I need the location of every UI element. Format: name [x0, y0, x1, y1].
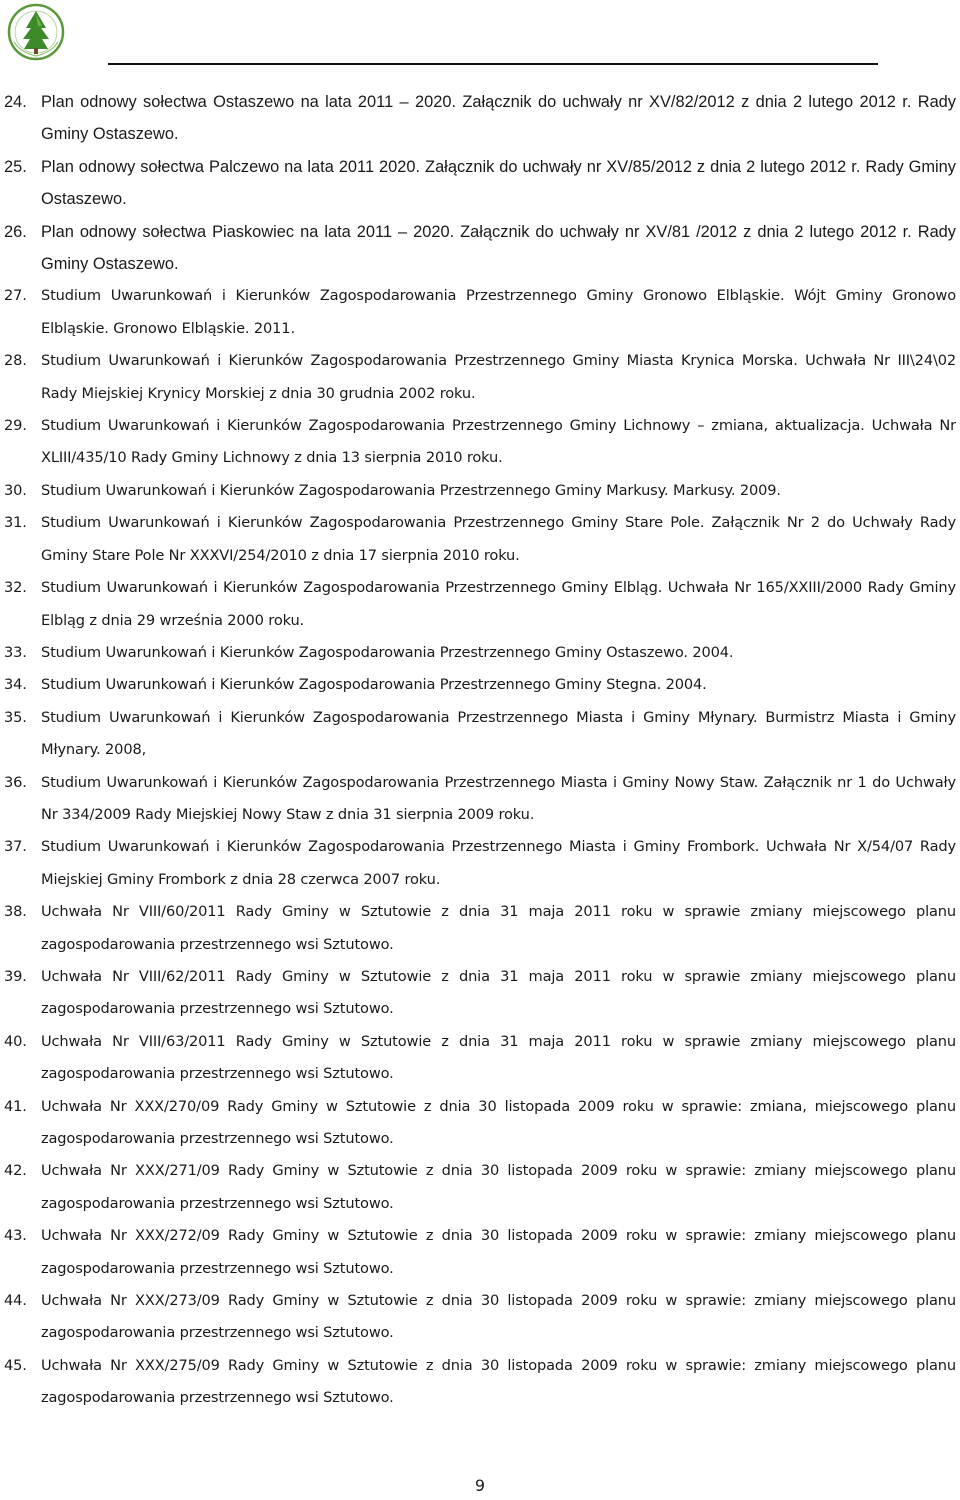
- list-item-number: 30.: [4, 481, 27, 499]
- list-item: [0, 410, 960, 475]
- list-item-text: Studium Uwarunkowań i Kierunków Zagospodarowania Przestrzennego Gminy Miasta Krynica Morska. Uchwała Nr III\24\02 Rady Miejskiej Krynicy Morskiej z dnia 30 grudnia 2002 roku.: [41, 352, 956, 402]
- list-item: [0, 961, 960, 1026]
- list-item-number: 36.: [4, 773, 27, 791]
- list-item: [0, 1026, 960, 1091]
- list-item: [0, 1155, 960, 1220]
- list-item-number: 31.: [4, 514, 27, 532]
- list-item: [0, 831, 960, 896]
- list-item-text: Studium Uwarunkowań i Kierunków Zagospodarowania Przestrzennego Gminy Markusy. Markusy. 2009.: [41, 481, 781, 499]
- list-item-number: 33.: [4, 643, 27, 661]
- list-item: [0, 1091, 960, 1156]
- list-item: [0, 151, 960, 216]
- list-item-number: 39.: [4, 967, 27, 985]
- list-item-number: 34.: [4, 676, 27, 694]
- list-item-number: 37.: [4, 838, 27, 856]
- list-item: [0, 216, 960, 281]
- list-item-text: Studium Uwarunkowań i Kierunków Zagospodarowania Przestrzennego Miasta i Gminy Młynary. Burmistrz Miasta i Gminy Młynary. 2008,: [41, 708, 956, 759]
- list-item-number: 41.: [4, 1097, 27, 1115]
- list-item-number: 45.: [4, 1356, 27, 1374]
- list-item-text: Uchwała Nr VIII/62/2011 Rady Gminy w Sztutowie z dnia 31 maja 2011 roku w sprawie zmiany miejscowego planu zagospodarowania przestrzennego wsi Sztutowo.: [41, 967, 956, 1018]
- list-item-text: Studium Uwarunkowań i Kierunków Zagospodarowania Przestrzennego Gminy Elbląg. Uchwała Nr 165/XXIII/2000 Rady Gminy Elbląg z dnia 29 września 2000 roku.: [41, 579, 956, 629]
- list-item: [0, 767, 960, 832]
- list-item-text: Studium Uwarunkowań i Kierunków Zagospodarowania Przestrzennego Gminy Lichnowy – zmiana, aktualizacja. Uchwała Nr XLIII/435/10 Rady Gminy Lichnowy z dnia 13 sierpnia 2010 roku.: [41, 417, 956, 467]
- list-item-text: Uchwała Nr XXX/271/09 Rady Gminy w Sztutowie z dnia 30 listopada 2009 roku w sprawie: zmiany miejscowego planu zagospodarowania przestrzennego wsi Sztutowo.: [41, 1162, 956, 1212]
- list-item: [0, 280, 960, 345]
- list-item-text: Studium Uwarunkowań i Kierunków Zagospodarowania Przestrzennego Miasta i Gminy Frombork. Uchwała Nr X/54/07 Rady Miejskiej Gminy Frombork z dnia 28 czerwca 2007 roku.: [41, 838, 956, 888]
- list-item: [0, 345, 960, 410]
- list-item-text: Uchwała Nr VIII/63/2011 Rady Gminy w Sztutowie z dnia 31 maja 2011 roku w sprawie zmiany miejscowego planu zagospodarowania przestrzennego wsi Sztutowo.: [41, 1032, 956, 1083]
- list-item: [0, 507, 960, 572]
- list-item-text: Uchwała Nr XXX/273/09 Rady Gminy w Sztutowie z dnia 30 listopada 2009 roku w sprawie: zmiany miejscowego planu zagospodarowania przestrzennego wsi Sztutowo.: [41, 1292, 956, 1342]
- list-item-text: Studium Uwarunkowań i Kierunków Zagospodarowania Przestrzennego Miasta i Gminy Nowy Staw. Załącznik nr 1 do Uchwały Nr 334/2009 Rady Miejskiej Nowy Staw z dnia 31 sierpnia 2009 roku.: [41, 773, 956, 823]
- list-item: [0, 637, 960, 669]
- list-item-text: Uchwała Nr XXX/270/09 Rady Gminy w Sztutowie z dnia 30 listopada 2009 roku w sprawie: zmiana, miejscowego planu zagospodarowania przestrzennego wsi Sztutowo.: [41, 1097, 956, 1147]
- list-item-number: 26.: [4, 222, 27, 241]
- tree-leaf-logo-icon: [6, 2, 84, 62]
- list-item: [0, 572, 960, 637]
- list-item: [0, 1350, 960, 1415]
- list-item: [0, 1220, 960, 1285]
- list-item-number: 43.: [4, 1227, 27, 1245]
- page-number: 9: [474, 1476, 486, 1495]
- list-item-text: Studium Uwarunkowań i Kierunków Zagospodarowania Przestrzennego Gminy Stare Pole. Załącznik Nr 2 do Uchwały Rady Gminy Stare Pole Nr XXXVI/254/2010 z dnia 17 sierpnia 2010 roku.: [41, 514, 956, 564]
- list-item-number: 27.: [4, 287, 27, 305]
- list-item-text: Studium Uwarunkowań i Kierunków Zagospodarowania Przestrzennego Gminy Gronowo Elbląskie. Wójt Gminy Gronowo Elbląskie. Gronowo Elbląskie. 2011.: [41, 287, 956, 337]
- list-item: [0, 896, 960, 961]
- list-item-text: Plan odnowy sołectwa Palczewo na lata 2011 2020. Załącznik do uchwały nr XV/85/2012 z dnia 2 lutego 2012 r. Rady Gminy Ostaszewo.: [41, 157, 956, 209]
- list-item-text: Plan odnowy sołectwa Ostaszewo na lata 2011 – 2020. Załącznik do uchwały nr XV/82/2012 z dnia 2 lutego 2012 r. Rady Gminy Ostaszewo.: [41, 93, 956, 144]
- list-item: [0, 702, 960, 767]
- list-item: [0, 86, 960, 151]
- list-item-number: 32.: [4, 579, 27, 597]
- list-item-number: 28.: [4, 352, 27, 370]
- list-item-number: 38.: [4, 903, 27, 921]
- list-item-number: 25.: [4, 157, 27, 176]
- list-item-text: Plan odnowy sołectwa Piaskowiec na lata 2011 – 2020. Załącznik do uchwały nr XV/81 /2012 z dnia 2 lutego 2012 r. Rady Gminy Ostaszewo.: [41, 222, 956, 274]
- list-item-number: 42.: [4, 1162, 27, 1180]
- list-item-text: Uchwała Nr VIII/60/2011 Rady Gminy w Sztutowie z dnia 31 maja 2011 roku w sprawie zmiany miejscowego planu zagospodarowania przestrzennego wsi Sztutowo.: [41, 903, 956, 953]
- list-item-text: Uchwała Nr XXX/275/09 Rady Gminy w Sztutowie z dnia 30 listopada 2009 roku w sprawie: zmiany miejscowego planu zagospodarowania przestrzennego wsi Sztutowo.: [41, 1356, 956, 1407]
- list-item-number: 24.: [4, 93, 27, 111]
- header-rule: [108, 63, 878, 65]
- list-item: [0, 669, 960, 701]
- list-item-number: 44.: [4, 1292, 27, 1310]
- list-item-number: 40.: [4, 1032, 27, 1050]
- list-item: [0, 1285, 960, 1350]
- list-item: [0, 475, 960, 507]
- reference-list: [0, 86, 960, 1415]
- list-item-number: 29.: [4, 417, 27, 435]
- list-item-text: Studium Uwarunkowań i Kierunków Zagospodarowania Przestrzennego Gminy Stegna. 2004.: [41, 676, 707, 694]
- list-item-text: Uchwała Nr XXX/272/09 Rady Gminy w Sztutowie z dnia 30 listopada 2009 roku w sprawie: zmiany miejscowego planu zagospodarowania przestrzennego wsi Sztutowo.: [41, 1227, 956, 1277]
- list-item-number: 35.: [4, 708, 27, 726]
- list-item-text: Studium Uwarunkowań i Kierunków Zagospodarowania Przestrzennego Gminy Ostaszewo. 2004.: [41, 643, 734, 661]
